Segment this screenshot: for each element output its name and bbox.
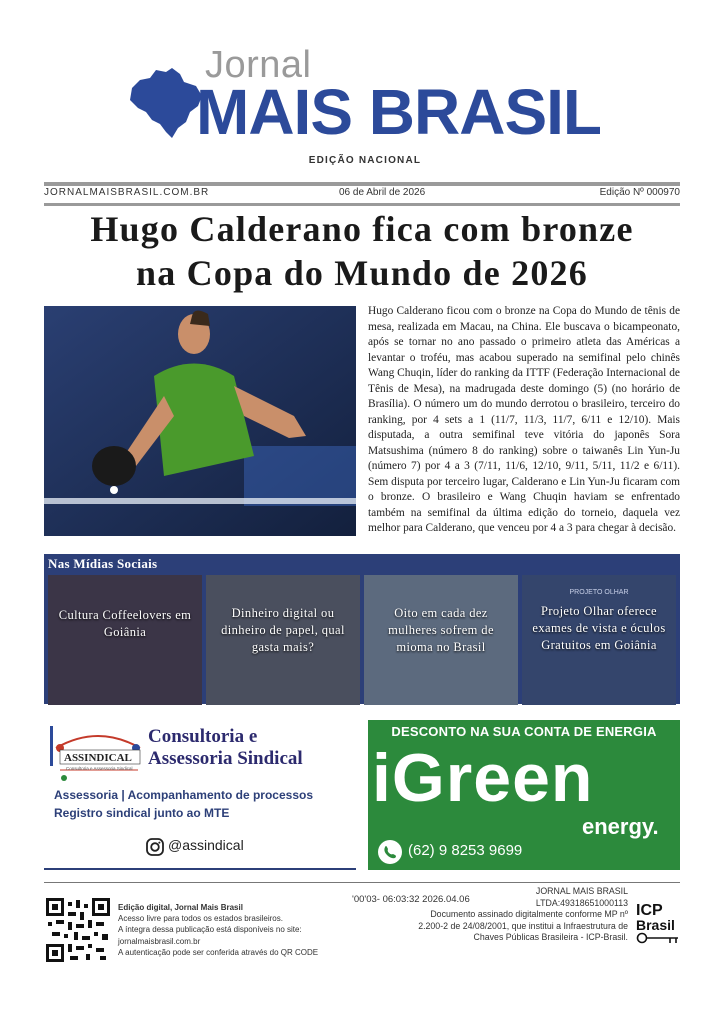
publication-date: 06 de Abril de 2026 bbox=[339, 187, 426, 198]
social-section-title: Nas Mídias Sociais bbox=[48, 556, 158, 571]
info-rule bbox=[44, 203, 680, 206]
site-link[interactable]: JORNALMAISBRASIL.COM.BR bbox=[44, 187, 210, 198]
instagram-icon bbox=[146, 838, 164, 856]
brand-title: MAIS BRASIL bbox=[196, 76, 601, 148]
social-card-mioma[interactable] bbox=[364, 575, 518, 705]
edition-label: EDIÇÃO NACIONAL bbox=[308, 155, 422, 166]
footer-line-4: A autenticação pode ser conferida através do QR CODE bbox=[118, 947, 319, 957]
key-icon bbox=[636, 932, 680, 944]
footer-line-2: A íntegra dessa publicação está disponíveis no site: bbox=[118, 925, 302, 935]
top-rule bbox=[44, 182, 680, 186]
card-caption-small: PROJETO OLHAR bbox=[569, 589, 629, 596]
signature-line-5: Chaves Públicas Brasileira - ICP-Brasil. bbox=[473, 932, 628, 943]
headline-line-2: na Copa do Mundo de 2026 bbox=[136, 253, 588, 293]
igreen-phone[interactable]: (62) 9 8253 9699 bbox=[408, 842, 523, 859]
icp-brasil-text: Brasil bbox=[636, 917, 675, 933]
table-tennis-player-image bbox=[44, 306, 356, 536]
footer-line-1: Acesso livre para todos os estados brasileiros. bbox=[118, 914, 283, 924]
assindical-title-line-1: Consultoria e bbox=[148, 726, 258, 747]
assindical-logo-text: ASSINDICAL bbox=[64, 752, 132, 764]
assindical-logo-sub: Consultoria e Assessoria Sindical bbox=[66, 766, 133, 771]
article-headline bbox=[30, 207, 694, 295]
icp-text: ICP bbox=[636, 902, 663, 919]
signature-line-4: 2.200-2 de 24/08/2001, que institui a Infraestrutura de bbox=[418, 920, 628, 931]
assindical-handle[interactable]: @assindical bbox=[168, 837, 244, 853]
assindical-title-line-2: Assessoria Sindical bbox=[148, 748, 303, 769]
article-photo bbox=[44, 306, 356, 536]
igreen-headline: DESCONTO NA SUA CONTA DE ENERGIA bbox=[391, 724, 657, 739]
igreen-brand-sub: energy. bbox=[582, 814, 659, 839]
social-card-label: Cultura Coffeelovers em Goiânia bbox=[58, 608, 192, 639]
edition-number: Edição Nº 000970 bbox=[599, 187, 680, 198]
igreen-ad[interactable] bbox=[368, 720, 680, 870]
footer-title: Edição digital, Jornal Mais Brasil bbox=[118, 903, 243, 912]
qr-code-icon[interactable] bbox=[46, 898, 110, 962]
assindical-services-line-2: Registro sindical junto ao MTE bbox=[54, 806, 230, 820]
assindical-services bbox=[54, 786, 313, 822]
social-card-label: Dinheiro digital ou dinheiro de papel, qual gasta mais? bbox=[221, 606, 345, 654]
social-card-coffee[interactable] bbox=[48, 575, 202, 705]
article-body: Hugo Calderano ficou com o bronze na Copa do Mundo de tênis de mesa, realizada em Macau, na China. Ele buscava o bicampeonato, após se tornar no ano passado o primeiro atleta das Américas a levantar o troféu, mas acabou superado na semifinal pelo chinês Wang Chuqin, líder do ranking da ITTF (Federação Internacional de Tênis de Mesa), na madrugada deste domingo (5) (no horário de Brasília). O número um do mundo derrotou o brasileiro, terceiro do ranking, por 4 sets a 1 (11/7, 11/3, 11/7, 6/11 e 12/10). Mais disputada, a outra semifinal teve vitória do japonês Sora Matsushima (número 8 do ranking) sobre o taiwanês Lin Yun-Ju (número 7) por 4 a 3 (7/11, 11/6, 12/10, 9/11, 5/11, 11/2 e 6/11). Sem disputa por terceiro lugar, Calderano e Lin Yun-Ju ficaram com o bronze. O brasileiro e Wang Chuqin haviam se enfrentado também na semifinal da última edição do torneio, daquela vez melhor para Calderano, que venceu por 4 a 3 para chegar à decisão. bbox=[368, 305, 680, 534]
info-bar bbox=[44, 187, 680, 201]
ad-divider bbox=[44, 868, 356, 870]
social-card-label: Oito em cada dez mulheres sofrem de mioma no Brasil bbox=[388, 606, 494, 654]
igreen-brand: iGreen bbox=[372, 740, 594, 816]
signature-info bbox=[372, 886, 628, 944]
assindical-title bbox=[148, 726, 303, 770]
footer-site-link[interactable]: jornalmaisbrasil.com.br bbox=[118, 936, 201, 946]
whatsapp-icon bbox=[376, 838, 404, 866]
social-card-olhar[interactable] bbox=[522, 575, 676, 705]
brazil-map-icon bbox=[126, 66, 204, 140]
assindical-ad[interactable] bbox=[44, 720, 356, 870]
headline-line-1: Hugo Calderano fica com bronze bbox=[90, 209, 634, 249]
signature-cnpj: LTDA:49318651000113 bbox=[535, 897, 628, 908]
signature-company: JORNAL MAIS BRASIL bbox=[535, 886, 628, 896]
assindical-services-line-1: Assessoria | Acompanhamento de processos bbox=[54, 788, 314, 802]
signature-line-3: Documento assinado digitalmente conforme MP nº bbox=[430, 909, 628, 920]
social-card-label: Projeto Olhar oferece exames de vista e óculos Gratuitos em Goiânia bbox=[532, 604, 666, 652]
footer-info bbox=[118, 902, 348, 958]
brand-jornal: Jornal bbox=[205, 44, 312, 86]
social-card-money[interactable] bbox=[206, 575, 360, 705]
signature-timestamp: '00'03- 06:03:32 2026.04.06 bbox=[352, 894, 470, 905]
icp-brasil-logo bbox=[636, 904, 684, 946]
footer-rule bbox=[44, 882, 680, 883]
